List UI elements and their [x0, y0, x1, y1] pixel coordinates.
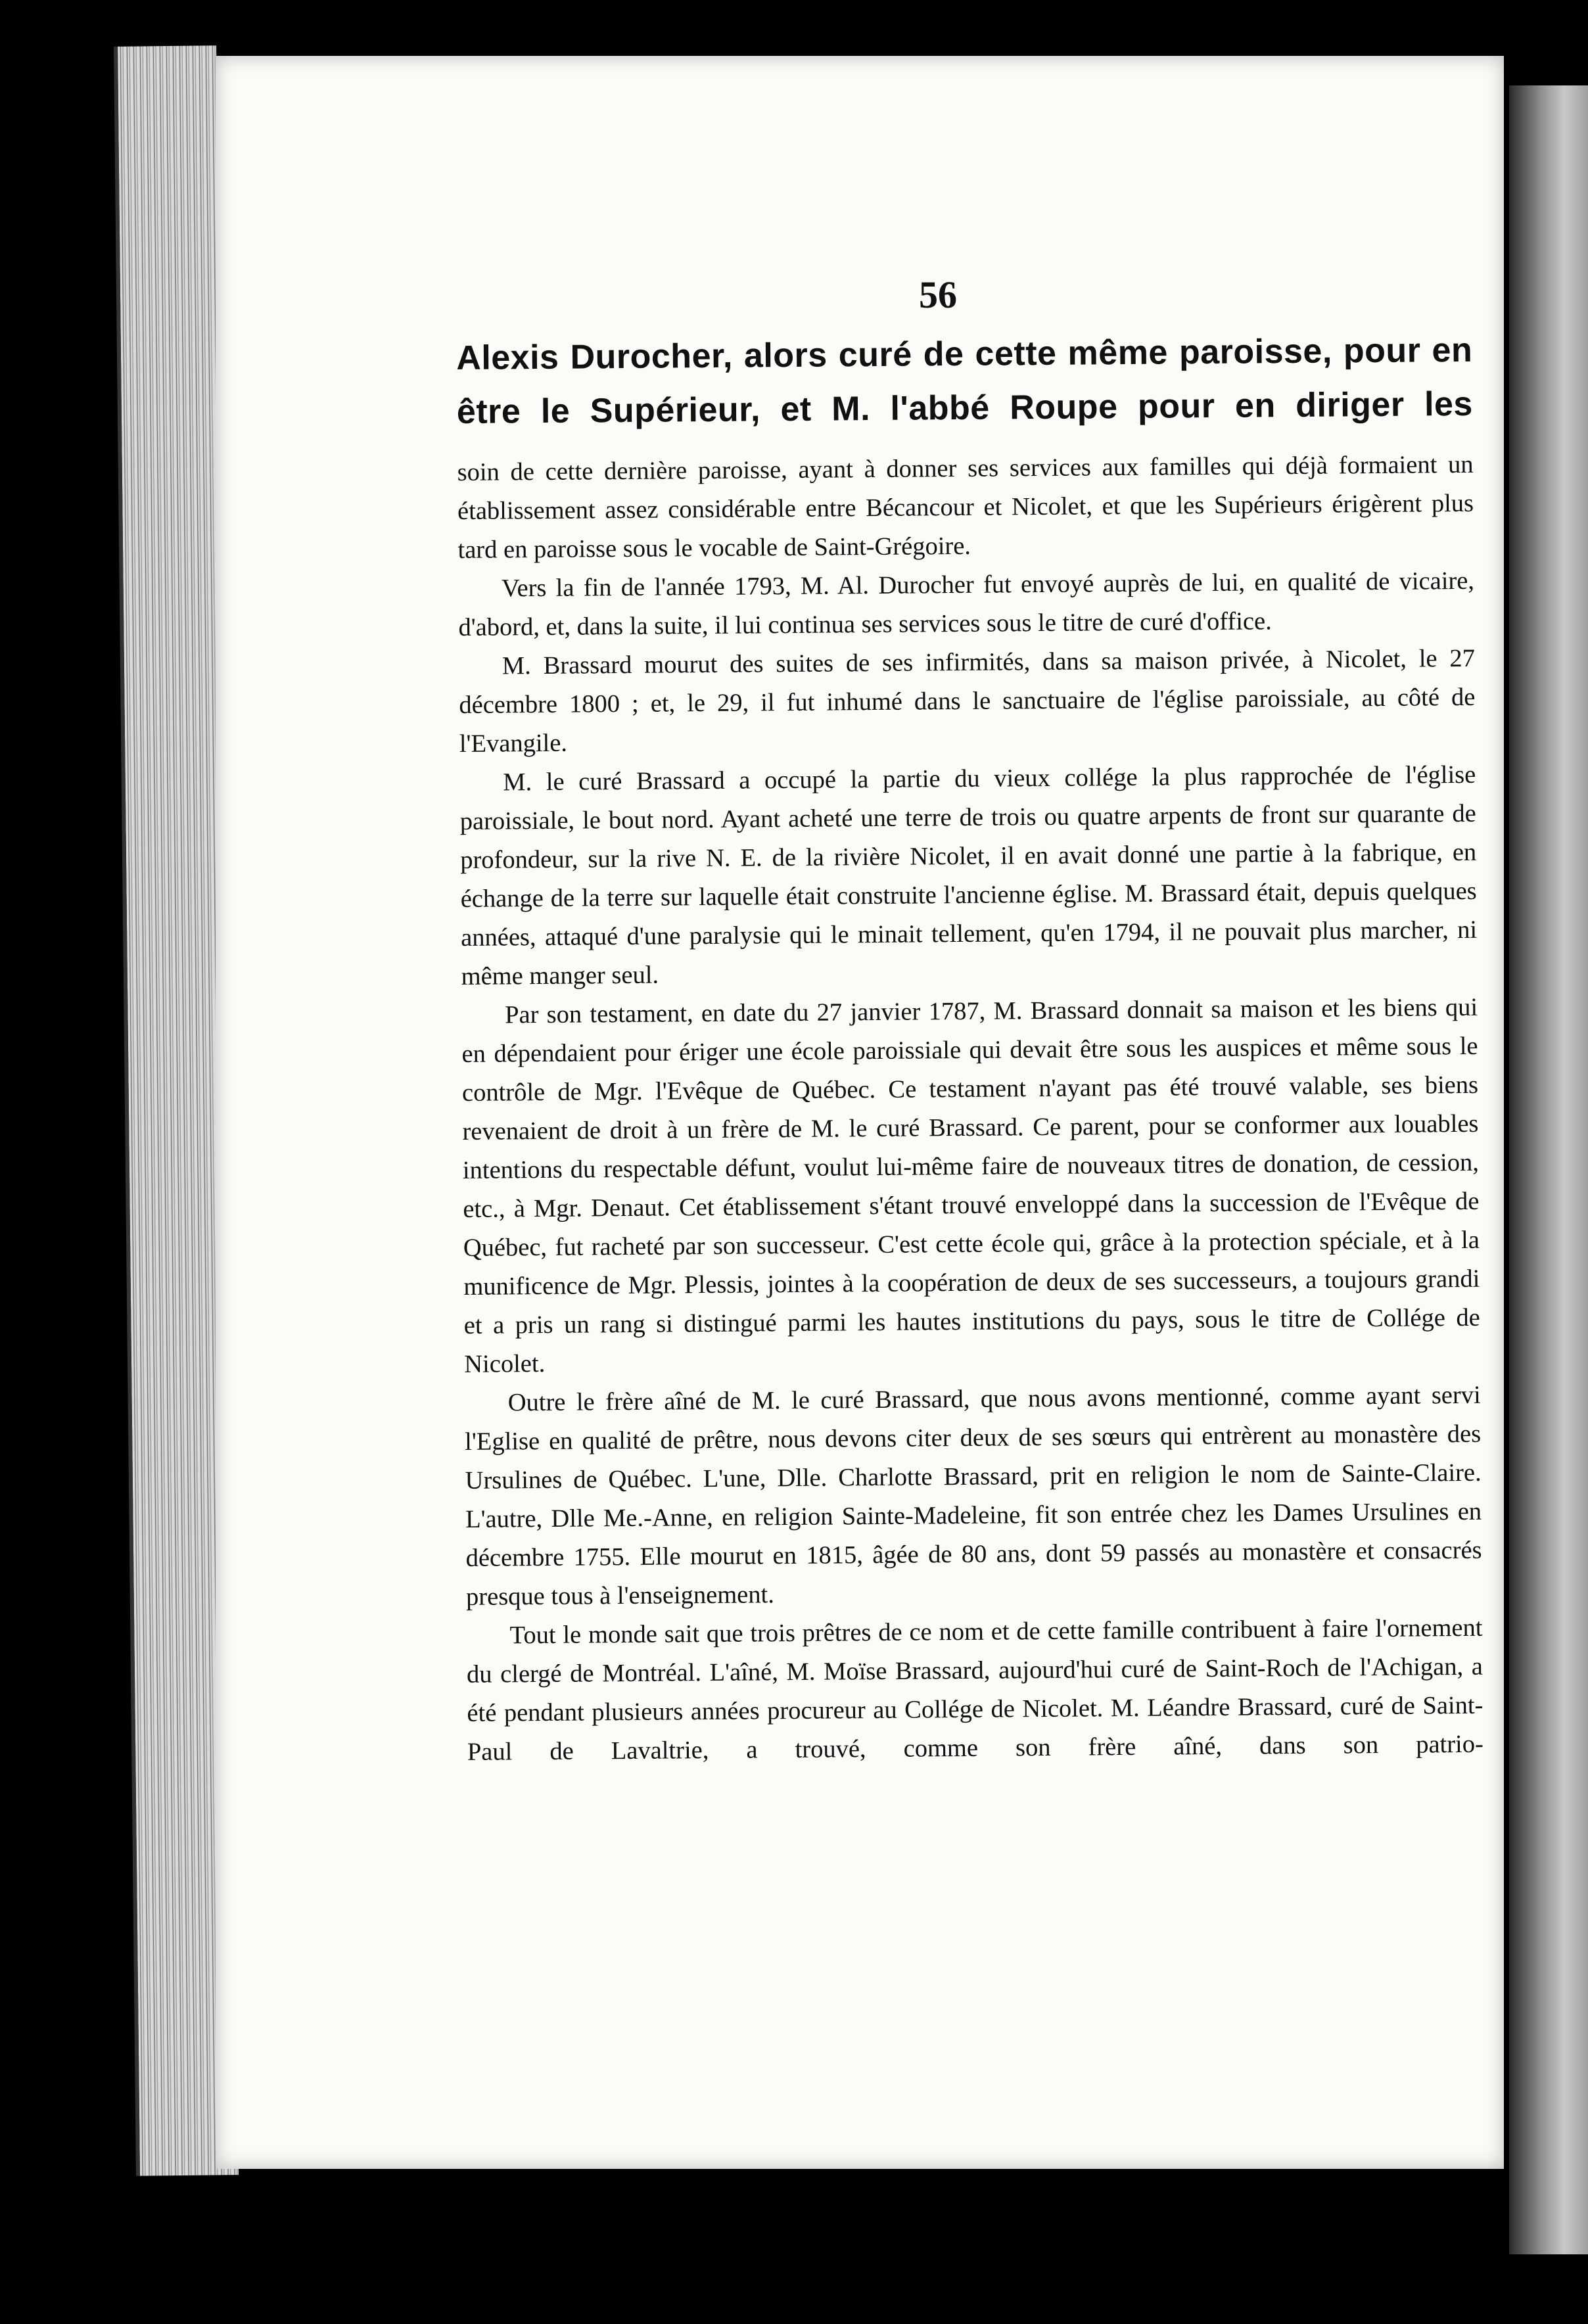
page-body	[456, 329, 1483, 1772]
lead-line-2: être le Supérieur, et M. l'abbé Roupe pour en diriger les	[456, 384, 1474, 431]
paragraph-1: soin de cette dernière paroisse, ayant à donner ses services aux familles qui déjà formaient un établissement assez considérable entre Bécancour et Nicolet, et que les Supérieurs érigèrent plus tard en paroisse sous le vocable de Saint-Grégoire.	[457, 450, 1474, 564]
paragraph-7: Tout le monde sait que trois prêtres de ce nom et de cette famille contribuent à faire l'ornement du clergé de Montréal. L'aîné, M. Moïse Brassard, aujourd'hui curé de Saint-Roch de l'Achigan, a été pendant plusieurs années procureur au Collége de Nicolet. M. Léandre Brassard, curé de Saint-Paul de Lavaltrie, a trouvé, comme son frère aîné, dans son patrio-	[466, 1614, 1484, 1766]
paragraph-2: Vers la fin de l'année 1793, M. Al. Durocher fut envoyé auprès de lui, en qualité de vicaire, d'abord, et, dans la suite, il lui continua ses services sous le titre de curé d'office.	[458, 567, 1475, 641]
paragraph-3: M. Brassard mourut des suites de ses infirmités, dans sa maison privée, à Nicolet, le 27 décembre 1800 ; et, le 29, il fut inhumé dans le sanctuaire de l'église paroissiale, au côté de l'Evangile.	[459, 644, 1476, 758]
page-number: 56	[919, 273, 957, 316]
lead-line-1: Alexis Durocher, alors curé de cette même paroisse, pour en	[456, 331, 1473, 377]
paragraph-5: Par son testament, en date du 27 janvier 1787, M. Brassard donnait sa maison et les biens qui en dépendaient pour ériger une école paroissiale qui devait être sous les auspices et même sous le contrôle de Mgr. l'Evêque de Québec. Ce testament n'ayant pas été trouvé valable, ses biens revenaient de droit à un frère de M. le curé Brassard. Ce parent, pour se conformer aux louables intentions du respectable défunt, voulut lui-même faire de nouveaux titres de donation, de cession, etc., à Mgr. Denaut. Cet établissement s'étant trouvé enveloppé dans la succession de l'Evêque de Québec, fut racheté par son successeur. C'est cette école qui, grâce à la protection spéciale, et à la munificence de Mgr. Plessis, jointes à la coopération de deux de ses successeurs, a toujours grandi et a pris un rang si distingué parmi les hautes institutions du pays, sous le titre de Collége de Nicolet.	[461, 993, 1480, 1378]
paragraph-6: Outre le frère aîné de M. le curé Brassard, que nous avons mentionné, comme ayant servi l'Eglise en qualité de prêtre, nous devons citer deux de ses sœurs qui entrèrent au monastère des Ursulines de Québec. L'une, Dlle. Charlotte Brassard, prit en religion le nom de Sainte-Claire. L'autre, Dlle Me.-Anne, en religion Sainte-Madeleine, fit son entrée chez les Dames Ursulines en décembre 1755. Elle mourut en 1815, âgée de 80 ans, dont 59 passés au monastère et consacrés presque tous à l'enseignement.	[465, 1381, 1482, 1611]
paragraph-4: M. le curé Brassard a occupé la partie du vieux collége la plus rapprochée de l'église paroissiale, le bout nord. Ayant acheté une terre de trois ou quatre arpents de front sur quarante de profondeur, sur la rive N. E. de la rivière Nicolet, il en avait donné une partie à la fabrique, en échange de la terre sur laquelle était construite l'ancienne église. M. Brassard était, depuis quelques années, attaqué d'une paralysie qui le minait tellement, qu'en 1794, il ne pouvait plus marcher, ni même manger seul.	[459, 760, 1478, 990]
